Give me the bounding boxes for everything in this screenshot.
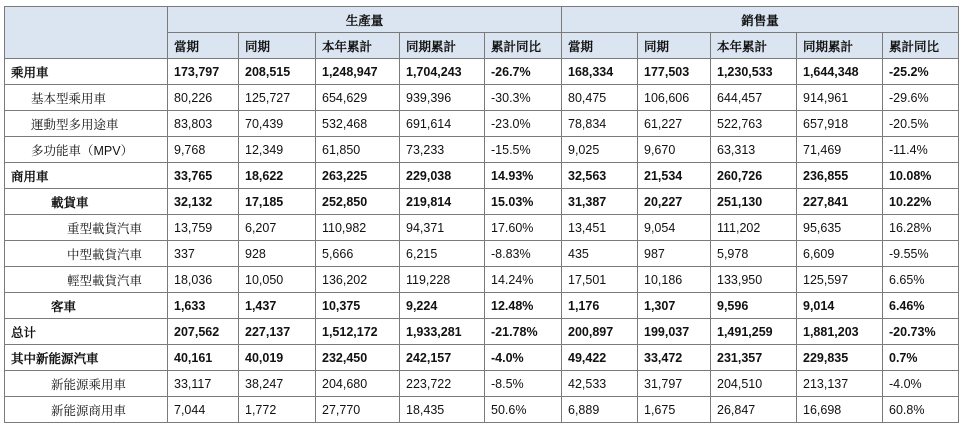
table-cell: 18,435 <box>400 397 485 423</box>
table-cell: 207,562 <box>168 319 239 345</box>
production-sales-table <box>4 6 959 423</box>
table-cell: -4.0% <box>485 345 562 371</box>
row-label: 中型載貨汽車 <box>5 241 168 267</box>
table-cell: 83,803 <box>168 111 239 137</box>
table-cell: 49,422 <box>562 345 638 371</box>
table-cell: 691,614 <box>400 111 485 137</box>
column-header: 同期 <box>239 33 316 59</box>
table-cell: 522,763 <box>711 111 797 137</box>
table-row <box>5 241 959 267</box>
table-cell: 9,670 <box>638 137 711 163</box>
table-cell: 31,387 <box>562 189 638 215</box>
table-row <box>5 371 959 397</box>
table-cell: 40,019 <box>239 345 316 371</box>
table-cell: -21.78% <box>485 319 562 345</box>
row-label: 新能源乘用車 <box>5 371 168 397</box>
table-cell: 9,014 <box>797 293 883 319</box>
row-label: 客車 <box>5 293 168 319</box>
table-cell: 10.08% <box>883 163 959 189</box>
table-cell: 200,897 <box>562 319 638 345</box>
table-cell: -25.2% <box>883 59 959 85</box>
table-cell: 12.48% <box>485 293 562 319</box>
table-cell: 1,633 <box>168 293 239 319</box>
table-cell: 16,698 <box>797 397 883 423</box>
row-label: 基本型乘用車 <box>5 85 168 111</box>
table-row <box>5 345 959 371</box>
table-cell: 204,680 <box>316 371 400 397</box>
table-cell: 16.28% <box>883 215 959 241</box>
table-cell: 5,666 <box>316 241 400 267</box>
table-cell: 242,157 <box>400 345 485 371</box>
column-header: 本年累計 <box>711 33 797 59</box>
table-cell: 42,533 <box>562 371 638 397</box>
table-cell: 9,768 <box>168 137 239 163</box>
table-row <box>5 163 959 189</box>
table-cell: 40,161 <box>168 345 239 371</box>
table-cell: 21,534 <box>638 163 711 189</box>
table-cell: 654,629 <box>316 85 400 111</box>
row-label: 運動型多用途車 <box>5 111 168 137</box>
row-label: 載貨車 <box>5 189 168 215</box>
table-cell: 63,313 <box>711 137 797 163</box>
table-cell: 32,563 <box>562 163 638 189</box>
table-cell: 987 <box>638 241 711 267</box>
table-cell: 435 <box>562 241 638 267</box>
table-cell: 17.60% <box>485 215 562 241</box>
table-cell: -30.3% <box>485 85 562 111</box>
table-cell: 10,375 <box>316 293 400 319</box>
table-cell: 208,515 <box>239 59 316 85</box>
table-cell: 177,503 <box>638 59 711 85</box>
table-cell: 33,117 <box>168 371 239 397</box>
table-cell: 213,137 <box>797 371 883 397</box>
table-cell: 232,450 <box>316 345 400 371</box>
table-cell: 18,622 <box>239 163 316 189</box>
table-cell: 33,765 <box>168 163 239 189</box>
table-row <box>5 85 959 111</box>
table-cell: 14.93% <box>485 163 562 189</box>
column-header: 當期 <box>562 33 638 59</box>
column-header: 本年累計 <box>316 33 400 59</box>
table-cell: 13,451 <box>562 215 638 241</box>
table-cell: 106,606 <box>638 85 711 111</box>
table-cell: 9,054 <box>638 215 711 241</box>
table-cell: 657,918 <box>797 111 883 137</box>
table-cell: 26,847 <box>711 397 797 423</box>
table-cell: 125,597 <box>797 267 883 293</box>
table-cell: 337 <box>168 241 239 267</box>
column-header: 同期累計 <box>797 33 883 59</box>
table-cell: 10,050 <box>239 267 316 293</box>
table-cell: 6,215 <box>400 241 485 267</box>
table-cell: -26.7% <box>485 59 562 85</box>
column-header: 累計同比 <box>485 33 562 59</box>
table-cell: 1,248,947 <box>316 59 400 85</box>
table-cell: 133,950 <box>711 267 797 293</box>
table-cell: 119,228 <box>400 267 485 293</box>
table-cell: 14.24% <box>485 267 562 293</box>
row-label: 其中新能源汽車 <box>5 345 168 371</box>
table-cell: 12,349 <box>239 137 316 163</box>
table-cell: 260,726 <box>711 163 797 189</box>
table-cell: 644,457 <box>711 85 797 111</box>
table-cell: 60.8% <box>883 397 959 423</box>
table-cell: 939,396 <box>400 85 485 111</box>
group-header-production: 生產量 <box>168 7 562 33</box>
table-cell: 17,185 <box>239 189 316 215</box>
table-cell: 1,772 <box>239 397 316 423</box>
table-cell: 9,596 <box>711 293 797 319</box>
column-header: 同期累計 <box>400 33 485 59</box>
row-label: 新能源商用車 <box>5 397 168 423</box>
table-cell: 50.6% <box>485 397 562 423</box>
table-cell: 227,841 <box>797 189 883 215</box>
column-header: 同期 <box>638 33 711 59</box>
table-cell: -9.55% <box>883 241 959 267</box>
table-cell: 95,635 <box>797 215 883 241</box>
table-cell: 1,644,348 <box>797 59 883 85</box>
table-cell: 15.03% <box>485 189 562 215</box>
table-cell: 199,037 <box>638 319 711 345</box>
row-label: 乘用車 <box>5 59 168 85</box>
table-row <box>5 293 959 319</box>
table-cell: 5,978 <box>711 241 797 267</box>
table-cell: -20.5% <box>883 111 959 137</box>
table-cell: 9,224 <box>400 293 485 319</box>
row-label: 重型載貨汽車 <box>5 215 168 241</box>
table-cell: -11.4% <box>883 137 959 163</box>
table-cell: 61,850 <box>316 137 400 163</box>
table-row <box>5 397 959 423</box>
table-body <box>5 59 959 423</box>
table-cell: 18,036 <box>168 267 239 293</box>
table-cell: 1,933,281 <box>400 319 485 345</box>
table-cell: 10.22% <box>883 189 959 215</box>
table-cell: 219,814 <box>400 189 485 215</box>
table-row <box>5 59 959 85</box>
table-cell: 31,797 <box>638 371 711 397</box>
column-header: 當期 <box>168 33 239 59</box>
table-cell: 38,247 <box>239 371 316 397</box>
corner-cell <box>5 7 168 59</box>
table-cell: 33,472 <box>638 345 711 371</box>
table-cell: 252,850 <box>316 189 400 215</box>
group-header-sales: 銷售量 <box>562 7 959 33</box>
table-cell: 10,186 <box>638 267 711 293</box>
table-cell: 9,025 <box>562 137 638 163</box>
table-cell: 70,439 <box>239 111 316 137</box>
table-cell: 928 <box>239 241 316 267</box>
table-cell: 6.46% <box>883 293 959 319</box>
table-cell: 231,357 <box>711 345 797 371</box>
table-row <box>5 137 959 163</box>
table-cell: 13,759 <box>168 215 239 241</box>
table-cell: 110,982 <box>316 215 400 241</box>
table-cell: 32,132 <box>168 189 239 215</box>
group-header-row <box>5 7 959 33</box>
table-cell: 6,609 <box>797 241 883 267</box>
table-cell: 263,225 <box>316 163 400 189</box>
table-cell: 204,510 <box>711 371 797 397</box>
table-cell: 236,855 <box>797 163 883 189</box>
table-cell: -20.73% <box>883 319 959 345</box>
table-cell: -8.83% <box>485 241 562 267</box>
table-cell: 125,727 <box>239 85 316 111</box>
table-cell: 94,371 <box>400 215 485 241</box>
row-label: 商用車 <box>5 163 168 189</box>
row-label: 多功能車（MPV） <box>5 137 168 163</box>
table-cell: 1,675 <box>638 397 711 423</box>
table-row <box>5 111 959 137</box>
table-cell: 227,137 <box>239 319 316 345</box>
table-row <box>5 267 959 293</box>
table-cell: 168,334 <box>562 59 638 85</box>
table-cell: 27,770 <box>316 397 400 423</box>
table-cell: 6,207 <box>239 215 316 241</box>
table-cell: 61,227 <box>638 111 711 137</box>
table-cell: 78,834 <box>562 111 638 137</box>
table-cell: 20,227 <box>638 189 711 215</box>
table-cell: 6,889 <box>562 397 638 423</box>
table-cell: 532,468 <box>316 111 400 137</box>
table-row <box>5 215 959 241</box>
table-cell: 1,512,172 <box>316 319 400 345</box>
row-label: 輕型載貨汽車 <box>5 267 168 293</box>
table-cell: 914,961 <box>797 85 883 111</box>
table-cell: 111,202 <box>711 215 797 241</box>
table-cell: -23.0% <box>485 111 562 137</box>
table-cell: -29.6% <box>883 85 959 111</box>
table-cell: 73,233 <box>400 137 485 163</box>
table-cell: -15.5% <box>485 137 562 163</box>
table-cell: 71,469 <box>797 137 883 163</box>
table-cell: 223,722 <box>400 371 485 397</box>
table-row <box>5 319 959 345</box>
table-cell: 1,437 <box>239 293 316 319</box>
table-cell: 251,130 <box>711 189 797 215</box>
table-cell: 1,491,259 <box>711 319 797 345</box>
table-cell: 229,038 <box>400 163 485 189</box>
table-cell: 229,835 <box>797 345 883 371</box>
table-cell: 6.65% <box>883 267 959 293</box>
row-label: 总计 <box>5 319 168 345</box>
table-cell: 1,881,203 <box>797 319 883 345</box>
table-cell: 136,202 <box>316 267 400 293</box>
table-cell: 7,044 <box>168 397 239 423</box>
table-cell: 173,797 <box>168 59 239 85</box>
table-cell: -8.5% <box>485 371 562 397</box>
table-cell: 1,704,243 <box>400 59 485 85</box>
table-row <box>5 189 959 215</box>
table-cell: 0.7% <box>883 345 959 371</box>
table-cell: 1,307 <box>638 293 711 319</box>
table-cell: 17,501 <box>562 267 638 293</box>
column-header: 累計同比 <box>883 33 959 59</box>
table-cell: 80,226 <box>168 85 239 111</box>
table-cell: 80,475 <box>562 85 638 111</box>
table-cell: -4.0% <box>883 371 959 397</box>
table-container <box>4 6 959 423</box>
table-cell: 1,176 <box>562 293 638 319</box>
table-cell: 1,230,533 <box>711 59 797 85</box>
